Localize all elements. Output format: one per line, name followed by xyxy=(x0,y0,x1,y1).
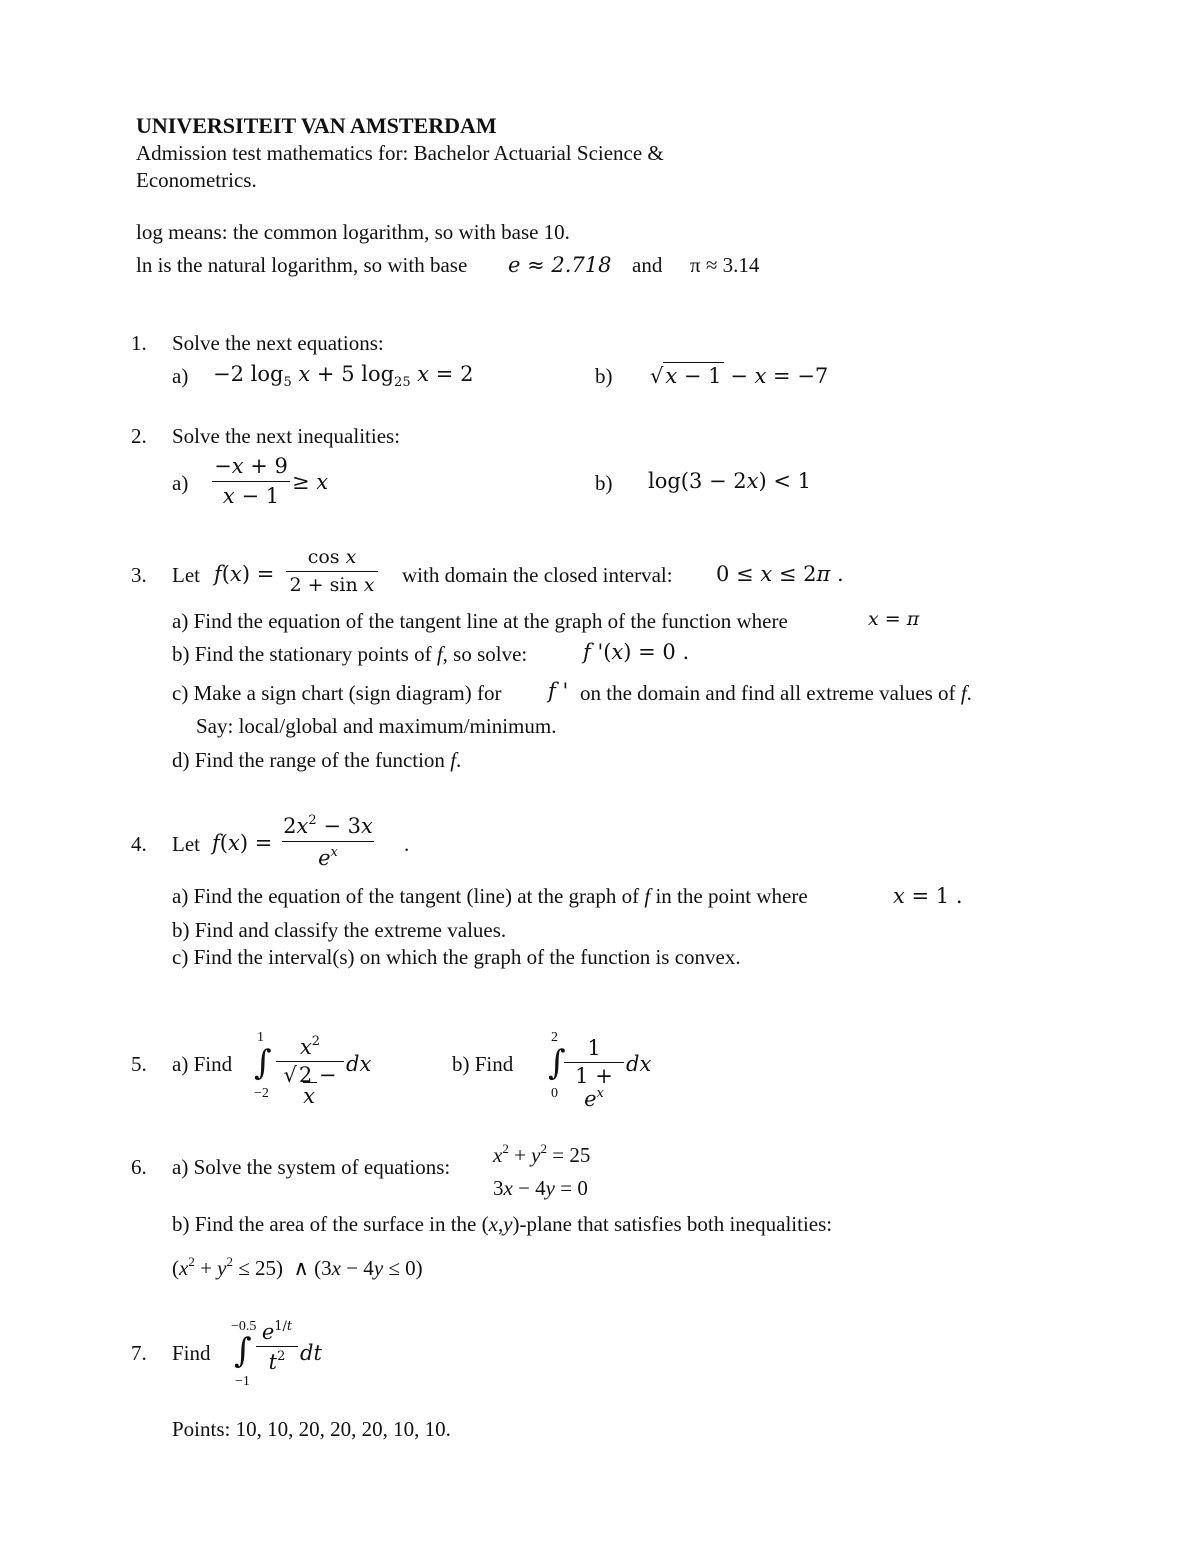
q5b-numerator: 1 xyxy=(587,1036,601,1060)
q5b-upper-limit: 2 xyxy=(551,1030,558,1045)
q3-numerator: cos x xyxy=(307,546,357,568)
q3-domain-expr: 0 ≤ x ≤ 2π . xyxy=(716,562,844,586)
q7-numerator: $e^{1/t}$ xyxy=(261,1319,293,1344)
subtitle-line1: Admission test mathematics for: Bachelor Actuarial Science & xyxy=(136,141,664,165)
q6b-text: b) Find the area of the surface in the (x,y)-plane that satisfies both inequalities: xyxy=(172,1212,833,1236)
q1b-label: b) xyxy=(595,364,613,388)
q5a-dx: dx xyxy=(346,1052,372,1076)
q2a-denominator: x − 1 xyxy=(212,481,290,507)
q5b-lower-limit: 0 xyxy=(551,1086,558,1101)
and-word: and xyxy=(632,253,663,277)
q3a-expr: x = π xyxy=(868,608,920,630)
q5b-dx: dx xyxy=(626,1052,652,1076)
q5a-numerator: $x^2$ xyxy=(299,1034,321,1059)
q7-find: Find xyxy=(172,1341,211,1365)
q6b-expr: $(x^2 + y^2 \le 25)$ ∧ (3x − 4y ≤ 0) xyxy=(172,1254,423,1280)
q7-integral-sign: ∫ xyxy=(234,1331,252,1371)
points-line: Points: 10, 10, 20, 20, 20, 10, 10. xyxy=(172,1417,451,1441)
q3-domain-text: with domain the closed interval: xyxy=(402,563,673,587)
q5b-fraction xyxy=(564,1038,624,1110)
q5a-integral-sign: ∫ xyxy=(254,1043,272,1083)
q4-denominator: $e^x$ xyxy=(282,841,374,869)
q5a-lower-limit: −2 xyxy=(254,1086,269,1101)
q4b-text: b) Find and classify the extreme values. xyxy=(172,918,507,942)
q5b-label: b) Find xyxy=(452,1052,514,1076)
q1a-expression: −2 $\log_5 x + 5$ $\log_{25} x = 2$ xyxy=(213,362,474,390)
q2-number: 2. xyxy=(131,424,147,448)
q3-let: Let xyxy=(172,563,200,587)
q2b-expression: log(3 − 2x) < 1 xyxy=(648,469,812,493)
pi-value: π ≈ 3.14 xyxy=(690,253,760,277)
q6-number: 6. xyxy=(131,1155,147,1179)
q4-numerator: $2x^2 - 3x$ xyxy=(283,813,373,838)
q1-text: Solve the next equations: xyxy=(172,331,384,355)
q1-number: 1. xyxy=(131,331,147,355)
university-title: UNIVERSITEIT VAN AMSTERDAM xyxy=(136,113,497,138)
q3c-say: Say: local/global and maximum/minimum. xyxy=(196,714,557,738)
q1b-expression: √x − 1 − x = −7 xyxy=(650,364,829,388)
q1a-label: a) xyxy=(172,364,189,388)
q5b-integral-sign: ∫ xyxy=(548,1043,566,1083)
log-note: log means: the common logarithm, so with base 10. xyxy=(136,220,570,244)
q3b-expr: f '(x) = 0 . xyxy=(583,640,690,664)
q3d-text: d) Find the range of the function f. xyxy=(172,748,462,772)
q2a-fraction xyxy=(212,456,290,507)
q2a-label: a) xyxy=(172,471,189,495)
q3c-text: c) Make a sign chart (sign diagram) for xyxy=(172,681,502,705)
e-value: e ≈ 2.718 xyxy=(508,253,612,277)
q5b-denominator: $1 + e^x$ xyxy=(564,1062,624,1110)
q5a-fraction xyxy=(276,1035,344,1107)
q4c-text: c) Find the interval(s) on which the graph of the function is convex. xyxy=(172,945,741,969)
q7-fraction xyxy=(256,1320,298,1373)
q2a-numerator: −x + 9 xyxy=(214,454,288,478)
q2a-relation: ≥ x xyxy=(292,470,329,494)
subtitle-line2: Econometrics. xyxy=(136,168,257,192)
q6-equation1: $x^2 + y^2 = 25$ xyxy=(493,1141,591,1167)
q7-dt: dt xyxy=(300,1341,322,1365)
q4a-text: a) Find the equation of the tangent (line) at the graph of f in the point where xyxy=(172,884,808,908)
q3b-text: b) Find the stationary points of f, so solve: xyxy=(172,642,528,666)
q6a-text: a) Solve the system of equations: xyxy=(172,1155,451,1179)
q4-let: Let xyxy=(172,832,200,856)
q4-fraction xyxy=(282,814,374,869)
q2b-label: b) xyxy=(595,471,613,495)
q3a-text: a) Find the equation of the tangent line at the graph of the function where xyxy=(172,609,788,633)
q2-text: Solve the next inequalities: xyxy=(172,424,401,448)
q4-dot: . xyxy=(404,832,410,856)
q3-fx: f(x) = xyxy=(214,562,275,586)
q7-lower-limit: −1 xyxy=(235,1374,250,1389)
q5a-denominator: √2 − x xyxy=(276,1061,344,1107)
q3c-text2: on the domain and find all extreme values of f. xyxy=(580,681,972,705)
q7-upper-limit: −0.5 xyxy=(231,1319,257,1334)
q7-number: 7. xyxy=(131,1341,147,1365)
ln-note: ln is the natural logarithm, so with base xyxy=(136,253,468,277)
q3c-expr: f ' xyxy=(548,679,569,703)
q4a-expr: x = 1 . xyxy=(893,884,963,908)
q5-number: 5. xyxy=(131,1052,147,1076)
q4-fx: f(x) = xyxy=(212,831,273,855)
q7-denominator: $t^2$ xyxy=(256,1346,298,1373)
q6-equation2: 3x − 4y = 0 xyxy=(493,1176,588,1200)
q3-number: 3. xyxy=(131,563,147,587)
q5a-label: a) Find xyxy=(172,1052,233,1076)
q3-fraction xyxy=(286,548,378,595)
q5a-upper-limit: 1 xyxy=(257,1030,264,1045)
q4-number: 4. xyxy=(131,832,147,856)
q3-denominator: 2 + sin x xyxy=(286,571,378,595)
